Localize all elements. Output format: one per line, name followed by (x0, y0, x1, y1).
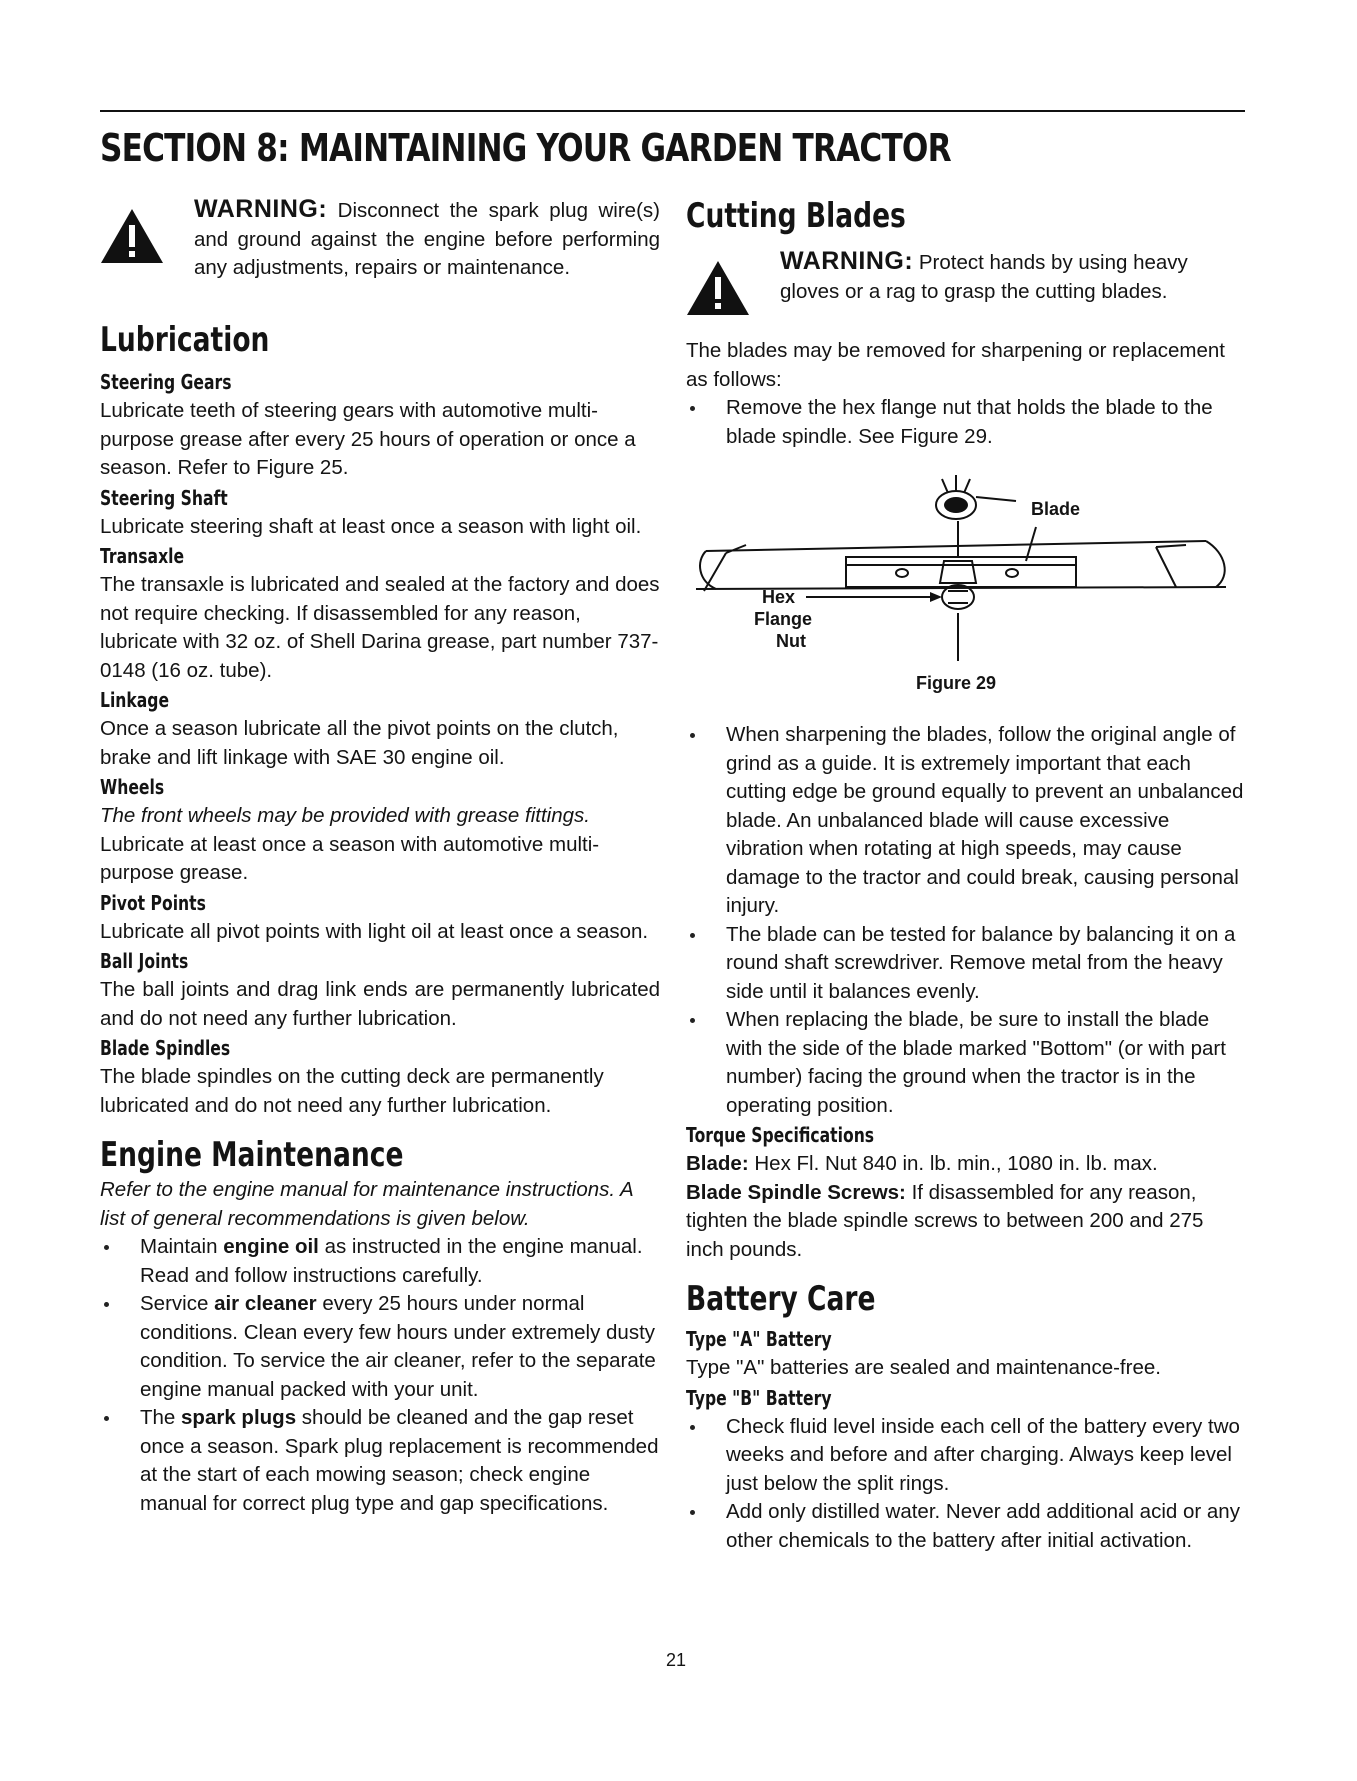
blades-intro: The blades may be removed for sharpening or replacement as follows: (686, 339, 1225, 391)
warning-label: WARNING: (194, 195, 328, 223)
engine-intro-text: Refer to the engine manual for maintenance instructions. A list of general recommendations is given below. (100, 1178, 633, 1230)
warning-icon (100, 207, 164, 265)
engine-maintenance-heading: Engine Maintenance (100, 1135, 404, 1175)
nut-label: Nut (776, 631, 806, 651)
torque-spindle (686, 1179, 1246, 1265)
figure-caption: Figure 29 (916, 673, 997, 693)
bullet-text: as instructed in the engine manual. Read and follow instructions carefully. (140, 1235, 643, 1287)
lubrication-heading: Lubrication (100, 320, 270, 360)
wheels-italic-text: The front wheels may be provided with grease fittings. (100, 804, 590, 827)
torque-blade-label: Blade: (686, 1152, 749, 1175)
warning-label: WARNING: (780, 247, 914, 275)
list-item (100, 1290, 660, 1404)
left-column (100, 195, 660, 1518)
steering-gears-text: Lubricate teeth of steering gears with automotive multi-purpose grease after every 25 hours of operation or once a season. Refer to Figure 25. (100, 399, 636, 479)
bullet-text: The (140, 1406, 182, 1429)
linkage-heading: Linkage (100, 688, 170, 712)
type-a-heading: Type "A" Battery (686, 1327, 832, 1351)
warning-text: Disconnect the spark plug wire(s) and ground against the engine before performing any adjustments, repairs or maintenance. (194, 199, 660, 279)
steering-gears-heading: Steering Gears (100, 370, 232, 394)
list-item: The blade can be tested for balance by balancing it on a round shaft screwdriver. Remove metal from the heavy side until it balances evenly. (686, 921, 1246, 1007)
list-item (100, 1233, 660, 1290)
hex-label: Hex (762, 587, 796, 607)
torque-blade (686, 1150, 1246, 1179)
bullet-bold-text: spark plugs (181, 1406, 297, 1429)
wheels-text (100, 802, 660, 888)
pivot-points-heading: Pivot Points (100, 890, 206, 915)
list-item (100, 1404, 660, 1518)
warning-icon (686, 259, 750, 317)
list-item: When sharpening the blades, follow the original angle of grind as a guide. It is extremely important that each cutting edge be ground equally to prevent an unbalanced blade. An unbalanced blade will cause excessive vibration when rotating at high speeds, may cause damage to the tractor and could break, causing personal injury. (686, 721, 1246, 921)
bullet-text: Maintain (140, 1235, 224, 1258)
bullet-text: should be cleaned and the gap reset once a season. Spark plug replacement is recommended at the start of each mowing season; check engine manual for correct plug type and gap specifications. (140, 1406, 659, 1515)
right-column (686, 195, 1246, 1555)
steering-shaft-heading: Steering Shaft (100, 485, 228, 510)
ball-joints-heading: Ball Joints (100, 949, 189, 973)
bullet-bold-text: air cleaner (214, 1292, 317, 1315)
battery-care-heading: Battery Care (686, 1279, 876, 1319)
blade-bullet-list-2 (686, 721, 1246, 1120)
list-item: When replacing the blade, be sure to install the blade with the side of the blade marked "Bottom" (or with part number) facing the ground when the tractor is in the operating position. (686, 1006, 1246, 1120)
cutting-blades-heading: Cutting Blades (686, 196, 906, 236)
figure-29 (686, 461, 1246, 717)
blade-spindles-heading: Blade Spindles (100, 1036, 231, 1060)
engine-bullet-list (100, 1233, 660, 1518)
engine-intro (100, 1176, 660, 1233)
torque-heading: Torque Specifications (686, 1123, 875, 1147)
blade-bullet-list-1 (686, 394, 1246, 451)
warning-text: Protect hands by using heavy gloves or a rag to grasp the cutting blades. (780, 251, 1188, 303)
page-number: 21 (666, 1650, 687, 1670)
linkage-text: Once a season lubricate all the pivot points on the clutch, brake and lift linkage with SAE 30 engine oil. (100, 717, 619, 769)
top-rule (100, 110, 1245, 112)
list-item: Remove the hex flange nut that holds the blade to the blade spindle. See Figure 29. (686, 394, 1246, 451)
bullet-bold-text: engine oil (223, 1235, 319, 1258)
warning-block (100, 195, 660, 305)
transaxle-heading: Transaxle (100, 544, 185, 568)
blade-spindles-text: The blade spindles on the cutting deck are permanently lubricated and do not need any further lubrication. (100, 1065, 604, 1117)
torque-spindle-text: If disassembled for any reason, tighten the blade spindle screws to between 200 and 275 inch pounds. (686, 1180, 1204, 1261)
section-title: SECTION 8: MAINTAINING YOUR GARDEN TRACTOR (100, 126, 951, 170)
bullet-text: Service (140, 1292, 215, 1315)
steering-shaft-text: Lubricate steering shaft at least once a season with light oil. (100, 514, 642, 538)
type-b-heading: Type "B" Battery (686, 1385, 832, 1410)
pivot-points-text: Lubricate all pivot points with light oil at least once a season. (100, 919, 649, 943)
blade-warning-block (686, 247, 1246, 337)
battery-bullet-list (686, 1413, 1246, 1556)
wheels-plain-text: Lubricate at least once a season with automotive multi-purpose grease. (100, 832, 600, 884)
transaxle-text: The transaxle is lubricated and sealed at the factory and does not require checking. If disassembled for any reason, lubricate with 32 oz. of Shell Darina grease, part number 737-0148 (16 oz. tube). (100, 573, 660, 682)
torque-blade-text: Hex Fl. Nut 840 in. lb. min., 1080 in. lb. max. (754, 1152, 1158, 1175)
torque-spindle-label: Blade Spindle Screws: (686, 1180, 906, 1204)
type-a-text: Type "A" batteries are sealed and maintenance-free. (686, 1356, 1161, 1379)
list-item: Add only distilled water. Never add additional acid or any other chemicals to the battery after initial activation. (686, 1498, 1246, 1555)
blade-label: Blade (1031, 499, 1081, 519)
bullet-text: every 25 hours under normal conditions. Clean every few hours under extremely dusty condition. To service the air cleaner, refer to the separate engine manual packed with your unit. (140, 1292, 656, 1401)
wheels-heading: Wheels (100, 775, 165, 799)
flange-label: Flange (754, 609, 813, 629)
ball-joints-text: The ball joints and drag link ends are permanently lubricated and do not need any further lubrication. (100, 978, 660, 1030)
list-item: Check fluid level inside each cell of the battery every two weeks and before and after charging. Always keep level just below the split rings. (686, 1413, 1246, 1499)
